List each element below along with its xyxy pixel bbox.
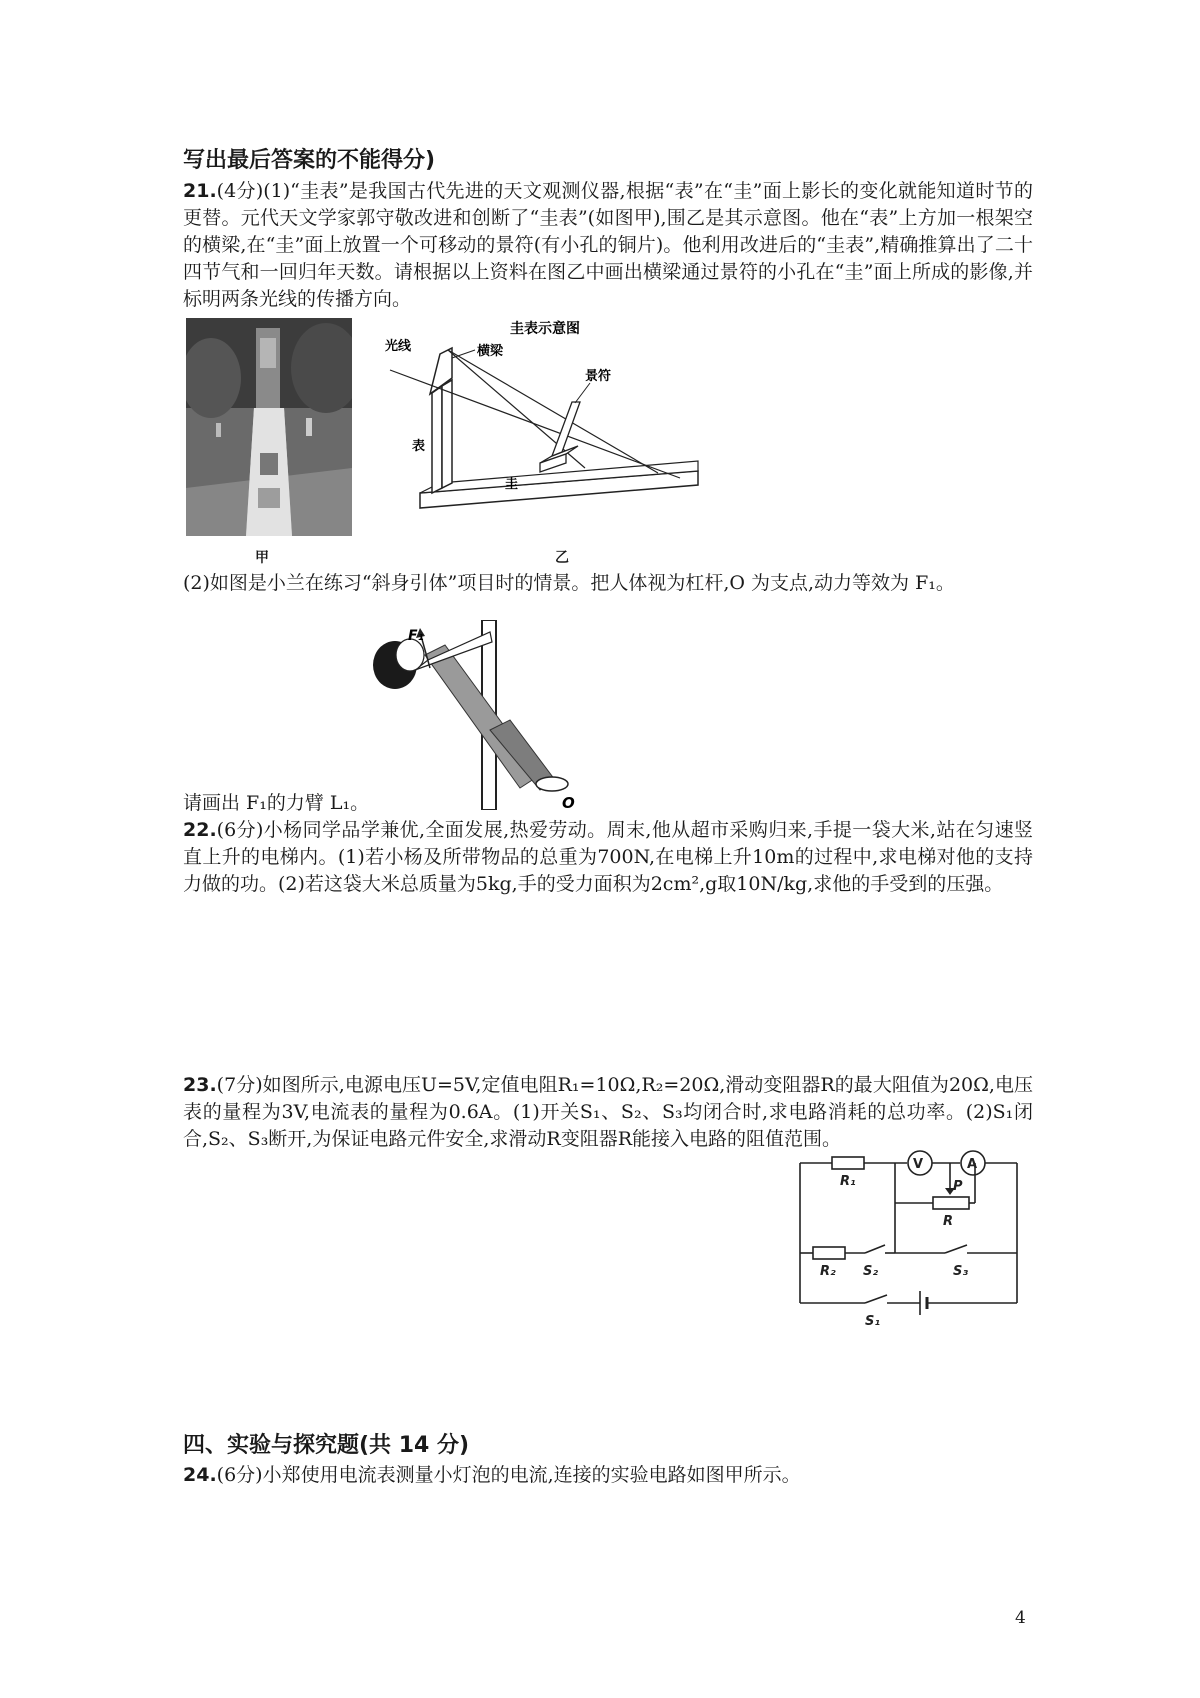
q21-part2: (2)如图是小兰在练习“斜身引体”项目时的情景。把人体视为杠杆,O 为支点,动力等效为 F₁。 <box>183 572 955 594</box>
fig-b-caption: 乙 <box>555 550 569 566</box>
section4-title: 四、实验与探究题(共 14 分) <box>183 1433 470 1458</box>
q21-part2-ask: 请画出 F₁的力臂 L₁。 <box>183 792 370 814</box>
r2-label: R₂ <box>820 1264 836 1279</box>
q22 <box>183 817 1033 898</box>
label-light: 光线 <box>385 339 412 354</box>
s2-label: S₂ <box>863 1264 879 1279</box>
label-biao: 表 <box>412 439 426 454</box>
pivot-label: O <box>562 794 575 810</box>
fig-a-caption: 甲 <box>255 550 269 566</box>
label-beam: 横梁 <box>477 344 504 359</box>
label-gui: 圭 <box>505 477 519 492</box>
q22-text: (6分)小杨同学品学兼优,全面发展,热爱劳动。周末,他从超市采购归来,手提一袋大米,站在匀速竖直上升的电梯内。(1)若小杨及所带物品的总重为700N,在电梯上升10m的过程中,求电梯对他的支持力做的功。(2)若这袋大米总质量为5kg,手的受力面积为2cm²,g取10N/kg,求他的手受到的压强。 <box>183 819 1033 895</box>
person-lever-figure <box>370 620 590 810</box>
q21-intro <box>183 178 1033 313</box>
q24 <box>183 1462 1033 1489</box>
r-label: R <box>943 1214 954 1229</box>
page-number: 4 <box>1015 1608 1026 1628</box>
q23-number: 23. <box>183 1074 217 1096</box>
q22-number: 22. <box>183 819 217 841</box>
q21-number: 21. <box>183 180 217 202</box>
section-tail-heading: 写出最后答案的不能得分) <box>183 148 436 173</box>
gui-biao-diagram <box>380 318 710 518</box>
label-jingfu: 景符 <box>585 369 612 384</box>
s3-label: S₃ <box>953 1264 969 1279</box>
s1-label: S₁ <box>865 1314 881 1328</box>
fig-b-title: 圭表示意图 <box>510 321 580 337</box>
voltmeter-label: V <box>913 1157 924 1172</box>
light-ray-3 <box>448 350 585 468</box>
force-label: F₁ <box>408 628 424 644</box>
q21-intro-text: (4分)(1)“圭表”是我国古代先进的天文观测仪器,根据“表”在“圭”面上影长的变化就能知道时节的更替。元代天文学家郭守敬改进和创断了“圭表”(如图甲),围乙是其示意图。他在“表”上方加一根架空的横梁,在“圭”面上放置一个可移动的景符(有小孔的铜片)。他利用改进后的“圭表”,精确推算出了二十四节气和一回归年天数。请根据以上资料在图乙中画出横梁通过景符的小孔在“圭”面上所成的影像,并标明两条光线的传播方向。 <box>183 180 1033 310</box>
gui-biao-photo <box>186 318 352 536</box>
r1-label: R₁ <box>840 1174 856 1189</box>
q23-text: (7分)如图所示,电源电压U=5V,定值电阻R₁=10Ω,R₂=20Ω,滑动变阻器R的最大阻值为20Ω,电压表的量程为3V,电流表的量程为0.6A。(1)开关S₁、S₂、S₃均闭合时,求电路消耗的总功率。(2)S₁闭合,S₂、S₃断开,为保证电路元件安全,求滑动R变阻器R能接入电路的阻值范围。 <box>183 1074 1033 1150</box>
q24-text: (6分)小郑使用电流表测量小灯泡的电流,连接的实验电路如图甲所示。 <box>216 1464 801 1486</box>
biao-pillar <box>432 386 442 493</box>
q23 <box>183 1072 1033 1153</box>
ammeter-label: A <box>967 1157 978 1172</box>
circuit-diagram <box>795 1148 1025 1328</box>
q24-number: 24. <box>183 1464 217 1486</box>
p-label: P <box>953 1179 963 1194</box>
